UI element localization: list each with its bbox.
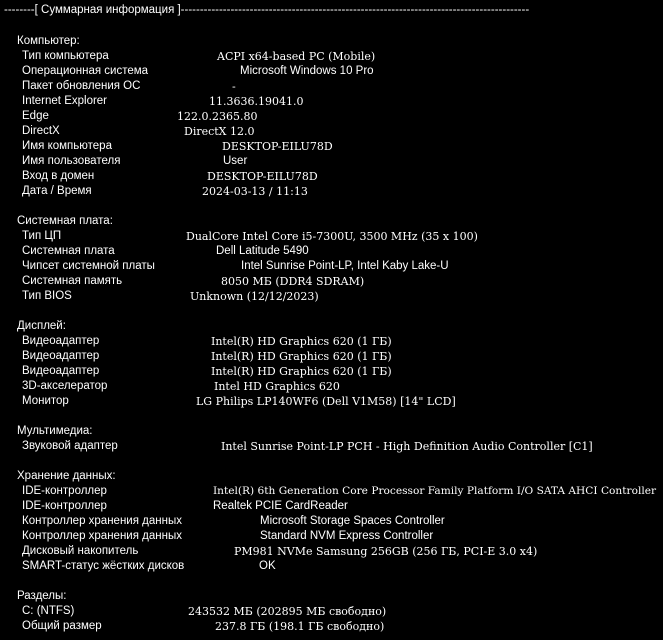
label-smart-status: SMART-статус жёстких дисков bbox=[22, 560, 185, 572]
value-ide-controller-1: Intel(R) 6th Generation Core Processor Family Platform I/O SATA AHCI Controller bbox=[213, 485, 657, 497]
section-title-display: Дисплей: bbox=[17, 320, 66, 332]
label-bios-type: Тип BIOS bbox=[22, 290, 72, 302]
value-ide-controller-2: Realtek PCIE CardReader bbox=[213, 500, 348, 512]
label-date-time: Дата / Время bbox=[22, 185, 92, 197]
label-os-service-pack: Пакет обновления ОС bbox=[22, 80, 141, 92]
value-edge: 122.0.2365.80 bbox=[177, 110, 258, 123]
value-3d-accelerator: Intel HD Graphics 620 bbox=[214, 380, 340, 393]
value-computer-name: DESKTOP-EILU78D bbox=[222, 140, 333, 153]
label-video-adapter-3: Видеоадаптер bbox=[22, 365, 100, 377]
summary-header: --------[ Суммарная информация ]------------------------------------------------------------------------------------------- bbox=[4, 4, 530, 16]
label-monitor: Монитор bbox=[22, 395, 69, 407]
value-smart-status: OK bbox=[259, 560, 276, 572]
section-title-motherboard: Системная плата: bbox=[17, 215, 113, 227]
value-video-adapter-1: Intel(R) HD Graphics 620 (1 ГБ) bbox=[211, 335, 392, 348]
label-storage-controller-2: Контроллер хранения данных bbox=[22, 530, 182, 542]
value-motherboard: Dell Latitude 5490 bbox=[216, 245, 309, 257]
label-video-adapter-2: Видеоадаптер bbox=[22, 350, 100, 362]
label-edge: Edge bbox=[22, 110, 49, 122]
label-storage-controller-1: Контроллер хранения данных bbox=[22, 515, 182, 527]
label-ide-controller-1: IDE-контроллер bbox=[22, 485, 107, 497]
section-title-computer: Компьютер: bbox=[17, 35, 80, 47]
value-directx: DirectX 12.0 bbox=[184, 125, 255, 138]
label-motherboard: Системная плата bbox=[22, 245, 115, 257]
label-user-name: Имя пользователя bbox=[22, 155, 121, 167]
label-directx: DirectX bbox=[22, 125, 60, 137]
label-total-size: Общий размер bbox=[22, 620, 102, 632]
label-partition-c: C: (NTFS) bbox=[22, 605, 75, 617]
label-system-memory: Системная память bbox=[22, 275, 123, 287]
label-chipset: Чипсет системной платы bbox=[22, 260, 155, 272]
section-title-multimedia: Мультимедиа: bbox=[17, 425, 93, 437]
label-3d-accelerator: 3D-акселератор bbox=[22, 380, 108, 392]
value-user-name: User bbox=[223, 155, 248, 167]
value-bios-type: Unknown (12/12/2023) bbox=[190, 290, 319, 303]
label-disk-drive: Дисковый накопитель bbox=[22, 545, 139, 557]
value-os-service-pack: - bbox=[232, 80, 236, 93]
label-computer-type: Тип компьютера bbox=[22, 50, 109, 62]
section-title-storage: Хранение данных: bbox=[17, 470, 116, 482]
label-video-adapter-1: Видеоадаптер bbox=[22, 335, 100, 347]
value-domain-login: DESKTOP-EILU78D bbox=[207, 170, 318, 183]
value-audio-adapter: Intel Sunrise Point-LP PCH - High Definition Audio Controller [C1] bbox=[221, 440, 593, 453]
label-audio-adapter: Звуковой адаптер bbox=[22, 440, 118, 452]
label-domain-login: Вход в домен bbox=[22, 170, 95, 182]
value-internet-explorer: 11.3636.19041.0 bbox=[209, 95, 304, 108]
label-cpu-type: Тип ЦП bbox=[22, 230, 62, 242]
value-os: Microsoft Windows 10 Pro bbox=[240, 65, 374, 77]
label-os: Операционная система bbox=[22, 65, 149, 77]
value-cpu-type: DualCore Intel Core i5-7300U, 3500 MHz (35 x 100) bbox=[186, 230, 478, 243]
label-ide-controller-2: IDE-контроллер bbox=[22, 500, 107, 512]
value-chipset: Intel Sunrise Point-LP, Intel Kaby Lake-U bbox=[241, 260, 449, 272]
value-total-size: 237.8 ГБ (198.1 ГБ свободно) bbox=[215, 620, 385, 633]
value-monitor: LG Philips LP140WF6 (Dell V1M58) [14" LCD] bbox=[196, 395, 456, 408]
value-video-adapter-3: Intel(R) HD Graphics 620 (1 ГБ) bbox=[211, 365, 392, 378]
label-computer-name: Имя компьютера bbox=[22, 140, 112, 152]
value-storage-controller-2: Standard NVM Express Controller bbox=[260, 530, 434, 542]
value-date-time: 2024-03-13 / 11:13 bbox=[202, 185, 308, 198]
value-disk-drive: PM981 NVMe Samsung 256GB (256 ГБ, PCI-E 3.0 x4) bbox=[234, 545, 538, 558]
section-title-partitions: Разделы: bbox=[17, 590, 67, 602]
value-video-adapter-2: Intel(R) HD Graphics 620 (1 ГБ) bbox=[211, 350, 392, 363]
value-partition-c: 243532 МБ (202895 МБ свободно) bbox=[188, 605, 387, 618]
value-storage-controller-1: Microsoft Storage Spaces Controller bbox=[260, 515, 445, 527]
value-system-memory: 8050 МБ (DDR4 SDRAM) bbox=[221, 275, 365, 288]
value-computer-type: ACPI x64-based PC (Mobile) bbox=[217, 50, 376, 63]
label-internet-explorer: Internet Explorer bbox=[22, 95, 108, 107]
